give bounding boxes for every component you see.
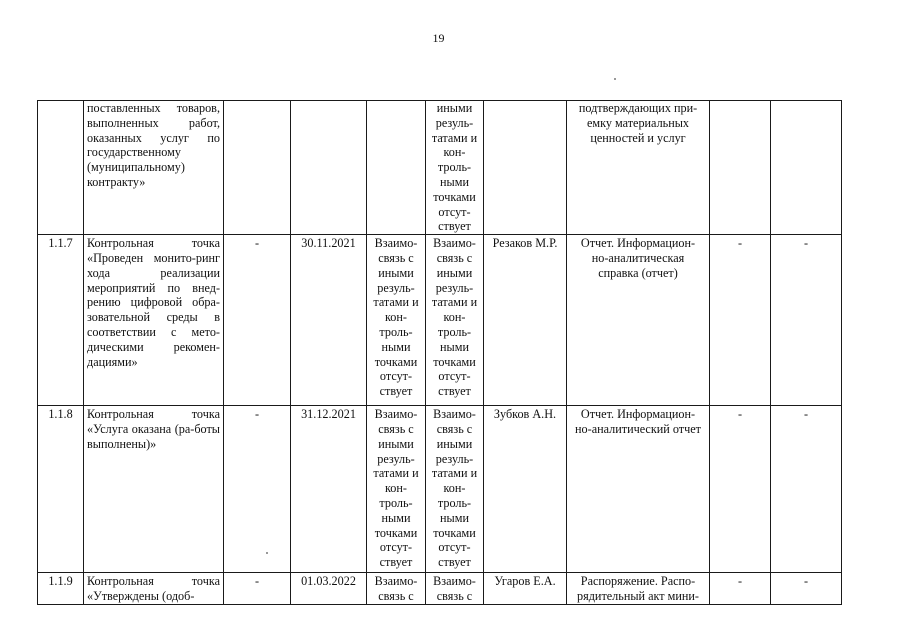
column-9-cell: - (710, 406, 771, 573)
table-row (38, 406, 842, 573)
control-point-name-cell: Контрольная точка «Услуга оказана (ра-боты выполнены)» (84, 406, 224, 573)
column-9-cell: - (710, 235, 771, 406)
table-row (38, 101, 842, 235)
predecessor-link-cell: Взаимо- связь с иными резуль- татами и кон- троль- ными точками отсут- ствует (367, 235, 426, 406)
predecessor-link-cell: Взаимо- связь с (367, 573, 426, 605)
successor-link-cell: Взаимо- связь с иными резуль- татами и кон- троль- ными точками отсут- ствует (426, 235, 484, 406)
successor-link-cell: Взаимо- связь с иными резуль- татами и кон- троль- ными точками отсут- ствует (426, 406, 484, 573)
successor-link-cell: иными резуль- татами и кон- троль- ными точками отсут- ствует (426, 101, 484, 235)
responsible-person-cell: Угаров Е.А. (484, 573, 567, 605)
control-point-name-cell: поставленных товаров, выполненных работ, оказанных услуг по государственному (муниципальному) контракту» (84, 101, 224, 235)
column-10-cell: - (771, 573, 842, 605)
column-3-cell (224, 101, 291, 235)
predecessor-link-cell (367, 101, 426, 235)
document-cell: Распоряжение. Распо- рядительный акт мини- (567, 573, 710, 605)
date-cell (291, 101, 367, 235)
row-number-cell: 1.1.8 (38, 406, 84, 573)
column-10-cell: - (771, 235, 842, 406)
document-cell: Отчет. Информацион- но-аналитический отчет (567, 406, 710, 573)
predecessor-link-cell: Взаимо- связь с иными резуль- татами и кон- троль- ными точками отсут- ствует (367, 406, 426, 573)
column-3-cell: - (224, 573, 291, 605)
responsible-person-cell: Зубков А.Н. (484, 406, 567, 573)
column-3-cell: - (224, 406, 291, 573)
date-cell: 30.11.2021 (291, 235, 367, 406)
page-number: 19 (432, 31, 445, 45)
column-9-cell (710, 101, 771, 235)
date-cell: 31.12.2021 (291, 406, 367, 573)
column-3-cell: - (224, 235, 291, 406)
table-row (38, 573, 842, 605)
row-number-cell (38, 101, 84, 235)
row-number-cell: 1.1.7 (38, 235, 84, 406)
scan-dot (614, 78, 616, 80)
column-10-cell (771, 101, 842, 235)
successor-link-cell: Взаимо- связь с (426, 573, 484, 605)
control-point-name-cell: Контрольная точка «Проведен монито-ринг хода реализации мероприятий по внед-рению цифровой обра-зовательной среды в соответствии с мето-дическими рекомен-дациями» (84, 235, 224, 406)
responsible-person-cell (484, 101, 567, 235)
date-cell: 01.03.2022 (291, 573, 367, 605)
responsible-person-cell: Резаков М.Р. (484, 235, 567, 406)
control-point-name-cell: Контрольная точка «Утверждены (одоб- (84, 573, 224, 605)
column-10-cell: - (771, 406, 842, 573)
control-points-table (37, 100, 842, 605)
document-cell: Отчет. Информацион- но-аналитическая справка (отчет) (567, 235, 710, 406)
document-cell: подтверждающих при- емку материальных ценностей и услуг (567, 101, 710, 235)
column-9-cell: - (710, 573, 771, 605)
row-number-cell: 1.1.9 (38, 573, 84, 605)
table-row (38, 235, 842, 406)
